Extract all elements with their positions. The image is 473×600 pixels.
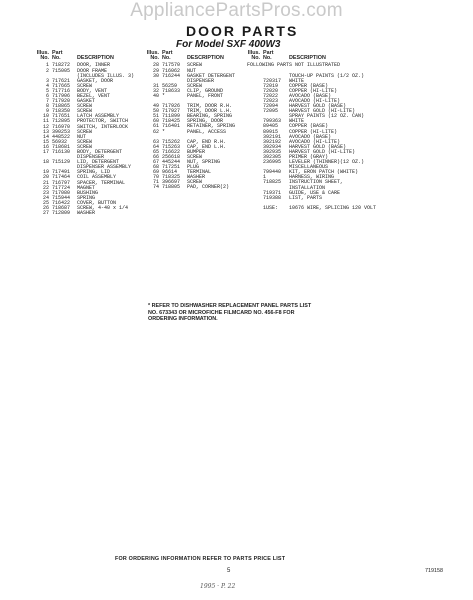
part-number: 96614	[162, 169, 178, 176]
description-label: DESCRIPTION	[289, 55, 326, 62]
column-header	[36, 51, 146, 61]
part-number: 715944	[52, 194, 71, 201]
part-number: 72020	[263, 87, 279, 94]
no-label: No.	[251, 55, 260, 62]
illus-number: 64	[152, 143, 159, 150]
part-description: SCREW	[77, 108, 93, 115]
part-number: 711899	[162, 113, 181, 120]
illus-number: 10	[42, 113, 49, 120]
part-description: MISCELLANEOUS	[289, 164, 329, 171]
part-number: 717621	[52, 77, 71, 84]
part-number: 72023	[263, 97, 279, 104]
part-number: 72019	[263, 82, 279, 89]
part-number: 716401	[162, 123, 181, 130]
part-description: WASHER	[187, 174, 206, 181]
part-number: 392305	[263, 154, 282, 160]
part-description: WHITE	[289, 77, 305, 84]
illus-number: 51	[152, 113, 159, 120]
part-number: 716970	[52, 123, 71, 130]
part-description: PLUG	[187, 164, 200, 171]
part-description: LEVELER (THINNER)(12 OZ.)	[289, 159, 365, 166]
part-description: NUT	[77, 133, 87, 140]
part-description: SPACER, TERMINAL	[77, 179, 126, 186]
parts-column-2	[146, 51, 258, 191]
part-description: FOLLOWING PARTS NOT ILLUSTRATED	[247, 62, 341, 69]
part-number: 717665	[52, 82, 71, 89]
model-subtitle: For Model SXF 400W3	[176, 39, 281, 50]
part-description: GUIDE, USE & CARE	[289, 189, 341, 196]
part-number: 236995	[263, 159, 282, 166]
part-description: GASKET, DOOR	[77, 77, 114, 84]
part-description: HARNESS, WIRING	[289, 174, 335, 181]
page-number: 5	[227, 568, 231, 574]
part-description: COPPER (HI-LITE)	[289, 128, 338, 135]
part-number: 89405	[263, 123, 279, 130]
part-number: 717920	[52, 98, 71, 105]
part-number: 716130	[52, 149, 71, 155]
part-number: 72022	[263, 92, 279, 99]
part-number: 716062	[162, 67, 181, 74]
part-description: SWITCH, INTERLOCK	[77, 123, 129, 130]
part-description: (INCLUDES ILLUS. 3)	[77, 72, 135, 79]
part-number: 715262	[162, 138, 181, 145]
part-number: 56259	[162, 82, 178, 89]
part-description: DISPENSER	[77, 154, 105, 161]
illus-number: 13	[42, 128, 49, 135]
part-description: WASHER	[77, 210, 96, 217]
illus-number: 6	[45, 92, 49, 99]
column-header	[146, 51, 258, 61]
part-number: 1	[263, 174, 267, 181]
footnote: * REFER TO DISHWASHER REPLACEMENT PANEL PARTS LIST NO. 673343 OR MICROFICHE FILMCARD NO. 456-F8 FOR ORDERING INFORMATION.	[148, 303, 312, 323]
part-description: SCREW	[187, 179, 203, 186]
part-number: 718425	[162, 118, 181, 125]
illus-number: 71	[152, 179, 159, 186]
illus-number: 70	[152, 174, 159, 181]
column-header	[247, 51, 447, 61]
part-description: BEZEL, VENT	[77, 92, 111, 99]
part-number: 717651	[52, 113, 71, 120]
part-row	[146, 130, 258, 135]
part-number: 715005	[52, 67, 71, 74]
part-description: HARVEST GOLD (BASE)	[289, 103, 347, 110]
part-description: BODY, VENT	[77, 87, 108, 94]
part-row	[146, 94, 258, 99]
part-row	[247, 206, 447, 211]
part-no-label: No.	[52, 55, 61, 62]
illus-number: 12	[42, 123, 49, 130]
illus-number: 17	[42, 149, 49, 155]
part-description: WHITE	[289, 118, 305, 125]
part-number: 396697	[162, 179, 181, 186]
part-description: SCREW	[77, 138, 93, 145]
part-number: 717080	[52, 189, 71, 196]
part-number: 712809	[52, 210, 71, 217]
illus-label: Illus.	[247, 50, 260, 56]
illus-number: 25	[42, 199, 49, 206]
illus-number: 31	[152, 82, 159, 89]
part-number: 720317	[263, 77, 282, 84]
part-description: AVOCADO (HI-LITE)	[289, 97, 341, 104]
illus-number: 3	[45, 77, 49, 84]
part-no-label: No.	[162, 55, 171, 62]
illus-number: 1	[45, 62, 49, 69]
part-number: 392935	[263, 148, 282, 155]
part-description: AVOCADO (BASE)	[289, 133, 332, 140]
part-number: 716422	[52, 199, 71, 206]
part-description: SPRING, LID	[77, 169, 111, 176]
part-number: 712895	[52, 118, 71, 125]
illus-number: 29	[152, 67, 159, 74]
parts-column-1	[36, 51, 146, 216]
part-description: NUT, SPRING	[187, 159, 221, 165]
no-label: No.	[150, 55, 159, 62]
illus-number: 65	[152, 148, 159, 155]
part-row	[247, 196, 447, 201]
illus-label: Illus.	[146, 50, 159, 56]
part-number: 717491	[52, 169, 71, 176]
part-number: 719371	[263, 189, 282, 196]
part-description: COVER, BUTTON	[77, 199, 117, 206]
part-number: 718325	[162, 174, 181, 181]
part-description: TERMINAL	[187, 169, 212, 176]
illus-number: 26	[42, 205, 49, 212]
part-label: Part	[162, 50, 173, 56]
handwritten-note: 1995 · P. 22	[200, 583, 236, 590]
part-number: 716244	[162, 72, 181, 79]
part-number: 718350	[52, 108, 71, 115]
part-number: 716797	[52, 179, 71, 186]
part-number: 717570	[162, 62, 181, 69]
part-description: COIL ASSEMBLY	[77, 174, 117, 181]
part-description: LATCH ASSEMBLY	[77, 113, 120, 120]
part-description: CAP, END R.H.	[187, 138, 227, 145]
illus-number: 22	[42, 184, 49, 191]
part-description: TRIM, DOOR L.H.	[187, 108, 233, 115]
part-description: TOUCH-UP PAINTS (1/2 OZ.)	[289, 72, 365, 79]
illus-number	[247, 196, 263, 201]
parts-column-3	[247, 51, 447, 211]
part-number: 56932	[52, 138, 68, 145]
part-description: MAGNET	[77, 184, 96, 191]
part-description: AVOCADO (HI-LITE)	[289, 138, 341, 145]
illus-number: 20	[42, 174, 49, 181]
part-description: NUT	[187, 67, 197, 74]
illus-number: 15	[42, 138, 49, 145]
illus-number: 4	[45, 82, 49, 89]
illus-number: 2	[45, 67, 49, 74]
part-description: RETAINER, SPRING	[187, 123, 236, 130]
illus-number: 60	[152, 118, 159, 125]
part-description: SPRING, DOOR	[187, 118, 224, 125]
illus-number: 23	[42, 189, 49, 196]
illus-number: 49	[152, 103, 159, 110]
illus-number: 61	[152, 123, 159, 130]
illus-number: 50	[152, 108, 159, 115]
illus-number: 66	[152, 153, 159, 160]
illus-number: 7	[45, 98, 49, 105]
part-number: 717724	[52, 184, 71, 191]
part-description: PANEL, ACCESS	[187, 128, 227, 135]
illus-number: 9	[45, 108, 49, 115]
part-number: 89915	[263, 128, 279, 135]
illus-number	[247, 206, 263, 211]
part-description: INSTALLATION	[289, 184, 326, 191]
part-number: 718865	[52, 103, 71, 110]
part-number: 715263	[162, 143, 181, 150]
part-description: COPPER (HI-LITE)	[289, 87, 338, 94]
part-description: TRIM, DOOR R.H.	[187, 103, 233, 110]
part-description: HARVEST GOLD (HI-LITE)	[289, 108, 356, 115]
illus-number: 16	[42, 143, 49, 150]
part-description: SCREW, 4-40 x 1/4	[77, 205, 129, 212]
part-description: SCREW	[77, 143, 93, 150]
part-description: SCREW	[77, 103, 93, 110]
illus-number: 32	[152, 87, 159, 94]
part-number: 256618	[162, 153, 181, 160]
part-number: 72095	[263, 108, 279, 115]
part-description: 10676 WIRE, SPLICING 120 VOLT	[289, 204, 377, 211]
part-number: 718272	[52, 62, 71, 69]
part-description: AVOCADO (BASE)	[289, 92, 332, 99]
part-description: SPRAY PAINTS (12 OZ. CAN)	[289, 113, 365, 120]
description-label: DESCRIPTION	[187, 55, 224, 62]
part-number: 717927	[162, 108, 181, 115]
part-description: COPPER (BASE)	[289, 123, 329, 130]
part-number: 718825	[263, 179, 282, 186]
part-number: 390253	[52, 128, 71, 135]
watermark: AppliancePartsPros.com	[130, 0, 343, 21]
illus-number: 68	[152, 164, 159, 171]
part-description: HARVEST GOLD (BASE)	[289, 143, 347, 150]
part-description: KIT, ERON PATCH (WHITE)	[289, 169, 359, 176]
part-description: SPRING	[77, 194, 96, 201]
part-description: BUMPER	[187, 148, 206, 155]
part-description: PAD, CORNER(2)	[187, 184, 230, 191]
part-description: GASKET	[77, 98, 96, 105]
part-number: 716622	[162, 148, 181, 155]
part-description: SCREW	[77, 128, 93, 135]
part-number: 718633	[162, 87, 181, 94]
part-label: Part	[52, 50, 63, 56]
illus-number: 27	[42, 210, 49, 217]
part-description: HARVEST GOLD (HI-LITE)	[289, 148, 356, 155]
ordering-note: FOR ORDERING INFORMATION REFER TO PARTS PRICE LIST	[115, 556, 286, 562]
illus-number: 5	[45, 87, 49, 94]
part-number: 715129	[52, 159, 71, 166]
illus-number: 30	[152, 72, 159, 79]
illus-label: Illus.	[36, 50, 49, 56]
part-description: BODY, DETERGENT	[77, 149, 123, 155]
part-number: *	[162, 92, 166, 99]
part-row	[247, 63, 447, 68]
part-number: 717926	[162, 103, 181, 110]
part-label: Part	[263, 50, 274, 56]
part-description: COPPER (BASE)	[289, 82, 329, 89]
part-number: 717464	[52, 174, 71, 181]
part-number: 448522	[52, 133, 71, 140]
part-description: SCREW	[77, 82, 93, 89]
illus-number: 14	[42, 133, 49, 140]
part-number: 717716	[52, 87, 71, 94]
part-number: 717251	[162, 164, 181, 171]
description-label: DESCRIPTION	[77, 55, 114, 62]
part-description: PROTECTOR, SWITCH	[77, 118, 129, 125]
part-number: 717906	[52, 92, 71, 99]
illus-number: 18	[42, 159, 49, 166]
part-number: 718681	[52, 143, 71, 150]
illus-number: 8	[45, 103, 49, 110]
part-row	[36, 211, 146, 216]
part-number: 799440	[263, 169, 282, 176]
part-description: BUSHING	[77, 189, 99, 196]
part-number: 392192	[263, 138, 282, 145]
part-description: LID, DETERGENT	[77, 159, 120, 166]
part-description: INSTRUCTION SHEET,	[289, 179, 344, 186]
part-number: 392191	[263, 133, 282, 140]
illus-number: 21	[42, 179, 49, 186]
illus-number: 63	[152, 138, 159, 145]
part-number: 718687	[52, 205, 71, 212]
part-description: GASKET DETERGENT	[187, 72, 236, 79]
document-code: 719158	[425, 568, 443, 574]
part-description: PANEL, FRONT	[187, 92, 224, 99]
illus-number: 62	[152, 128, 159, 135]
part-description: DOOR, INNER	[77, 62, 111, 69]
part-number: 719388	[263, 194, 282, 201]
part-number: 799363	[263, 118, 282, 125]
illus-number: 74	[152, 184, 159, 191]
illus-number: 11	[42, 118, 49, 125]
page-title: DOOR PARTS	[186, 23, 299, 39]
part-description: CLIP, GROUND	[187, 87, 224, 94]
part-number: 72094	[263, 103, 279, 110]
part-description: CAP, END L.H.	[187, 143, 227, 150]
illus-number: 28	[152, 62, 159, 69]
part-number: 392934	[263, 143, 282, 150]
part-no-label: No.	[263, 55, 272, 62]
illus-number: 19	[42, 169, 49, 176]
part-description: SCREW	[187, 153, 203, 160]
part-description: DISPENSER	[187, 77, 215, 84]
part-description: SCREW	[187, 82, 203, 89]
part-description: BEARING, SPRING	[187, 113, 233, 120]
illus-number: 69	[152, 169, 159, 176]
part-row	[146, 185, 258, 190]
part-number: 718805	[162, 184, 181, 191]
part-description: DISPENSER ASSEMBLY	[77, 164, 132, 171]
no-label: No.	[40, 55, 49, 62]
part-description: PRIMER (GRAY)	[289, 154, 329, 160]
illus-number: 24	[42, 194, 49, 201]
part-number: 445244	[162, 159, 181, 165]
part-number: *	[162, 128, 166, 135]
illus-number: 67	[152, 159, 159, 165]
part-description: DOOR FRAME	[77, 67, 108, 74]
illus-number: 40	[152, 92, 159, 99]
part-description: LIST, PARTS	[289, 194, 323, 201]
part-number: 1USE:	[263, 204, 279, 211]
part-description: SCREW	[187, 62, 203, 69]
